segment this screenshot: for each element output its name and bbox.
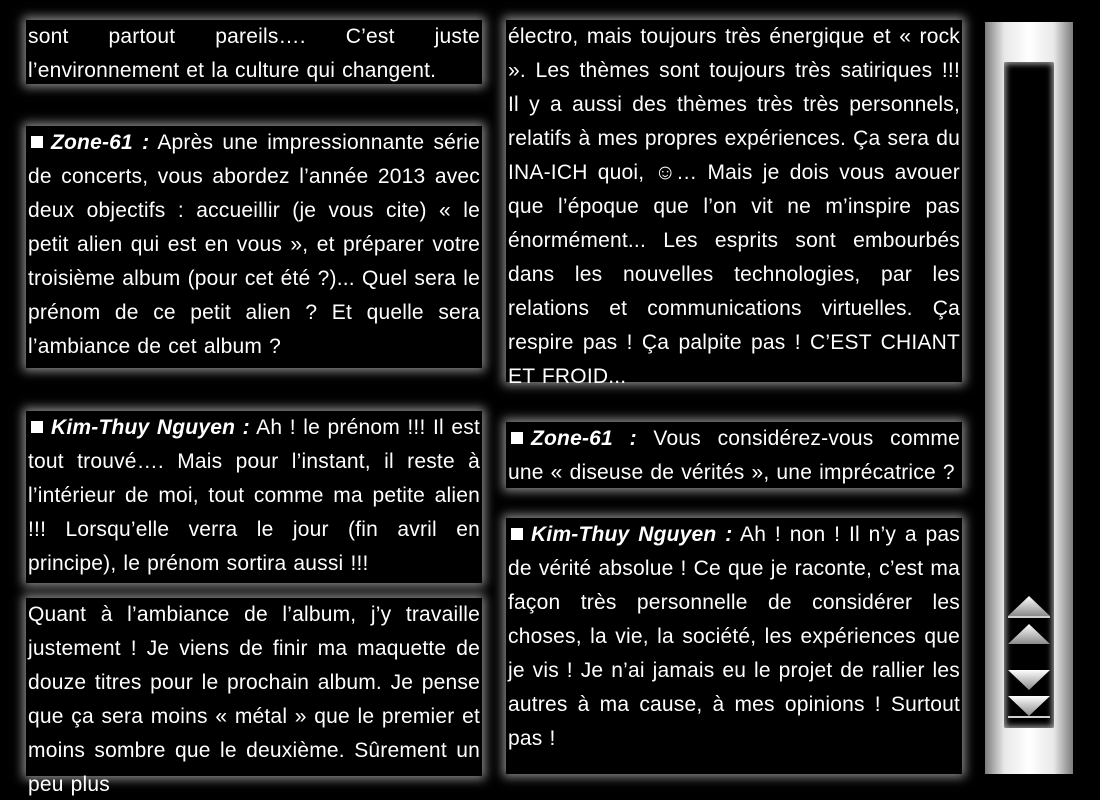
answer-block (506, 518, 962, 774)
scroll-down-button[interactable] (1004, 666, 1054, 694)
question-block (26, 126, 482, 368)
speaker-label: Zone-61 : (531, 427, 637, 450)
paragraph: sont partout pareils…. C’est juste l’environnement et la culture qui changent. (28, 25, 480, 82)
paragraph: électro, mais toujours très énergique et « rock ». Les thèmes sont toujours très satiriques !!! Il y a aussi des thèmes très très personnels, relatifs à mes propres expériences. Ça sera du INA-ICH quoi, ☺… Mais je dois vous avouer que l’époque que l’on vit ne m’inspire pas énormément... Les esprits sont embourbés dans les nouvelles technologies, par les relations et communications virtuelles. Ça respire pas ! Ça palpite pas ! C’EST CHIANT ET FROID... (508, 25, 960, 388)
paragraph (506, 422, 962, 490)
question-text: Vous considérez-vous comme une « diseuse de vérités », une imprécatrice ? (508, 427, 960, 484)
question-block (506, 422, 962, 488)
paragraph (506, 518, 962, 756)
text-block-continuation (26, 20, 482, 84)
square-bullet-icon (511, 432, 523, 444)
scroll-down-icon (1004, 666, 1054, 694)
scroll-up-fast-button[interactable] (1004, 592, 1054, 620)
paragraph (26, 411, 482, 581)
speaker-label: Kim-Thuy Nguyen : (531, 523, 733, 546)
scroll-track[interactable] (1004, 62, 1054, 728)
speaker-label: Kim-Thuy Nguyen : (51, 416, 250, 439)
paragraph (26, 126, 482, 364)
scroll-down-fast-icon (1004, 692, 1054, 720)
question-text: Après une impressionnante série de concerts, vous abordez l’année 2013 avec deux objectifs : accueillir (je vous cite) « le petit alien qui est en vous », et préparer votre troisième album (pour cet été ?)... Quel sera le prénom de ce petit alien ? Et quelle sera l’ambiance de cet album ? (28, 131, 480, 358)
answer-continuation-block (506, 20, 962, 388)
paragraph: Quant à l’ambiance de l’album, j’y travaille justement ! Je viens de finir ma maquette de douze titres pour le prochain album. Je pense que ça sera moins « métal » que le premier et moins sombre que le deuxième. Sûrement un peu plus (28, 603, 480, 796)
answer-text: Ah ! non ! Il n’y a pas de vérité absolue ! Ce que je raconte, c’est ma façon très personnelle de considérer les choses, la vie, la société, les expériences que je vis ! Je n’ai jamais eu le projet de rallier les autres à ma cause, à mes opinions ! Surtout pas ! (508, 523, 960, 750)
scroll-up-icon (1004, 620, 1054, 648)
speaker-label: Zone-61 : (51, 131, 150, 154)
answer-text: Ah ! le prénom !!! Il est tout trouvé…. Mais pour l’instant, il reste à l’intérieur de moi, tout comme ma petite alien !!! Lorsqu’elle verra le jour (fin avril en principe), le prénom sortira aussi !!! (28, 416, 480, 575)
square-bullet-icon (31, 421, 43, 433)
square-bullet-icon (511, 528, 523, 540)
answer-block (26, 411, 482, 583)
square-bullet-icon (31, 136, 43, 148)
answer-continuation-block (26, 598, 482, 796)
scroll-down-fast-button[interactable] (1004, 692, 1054, 720)
scroll-up-button[interactable] (1004, 620, 1054, 648)
scroll-up-fast-icon (1004, 592, 1054, 620)
scrollbar[interactable] (985, 22, 1073, 774)
